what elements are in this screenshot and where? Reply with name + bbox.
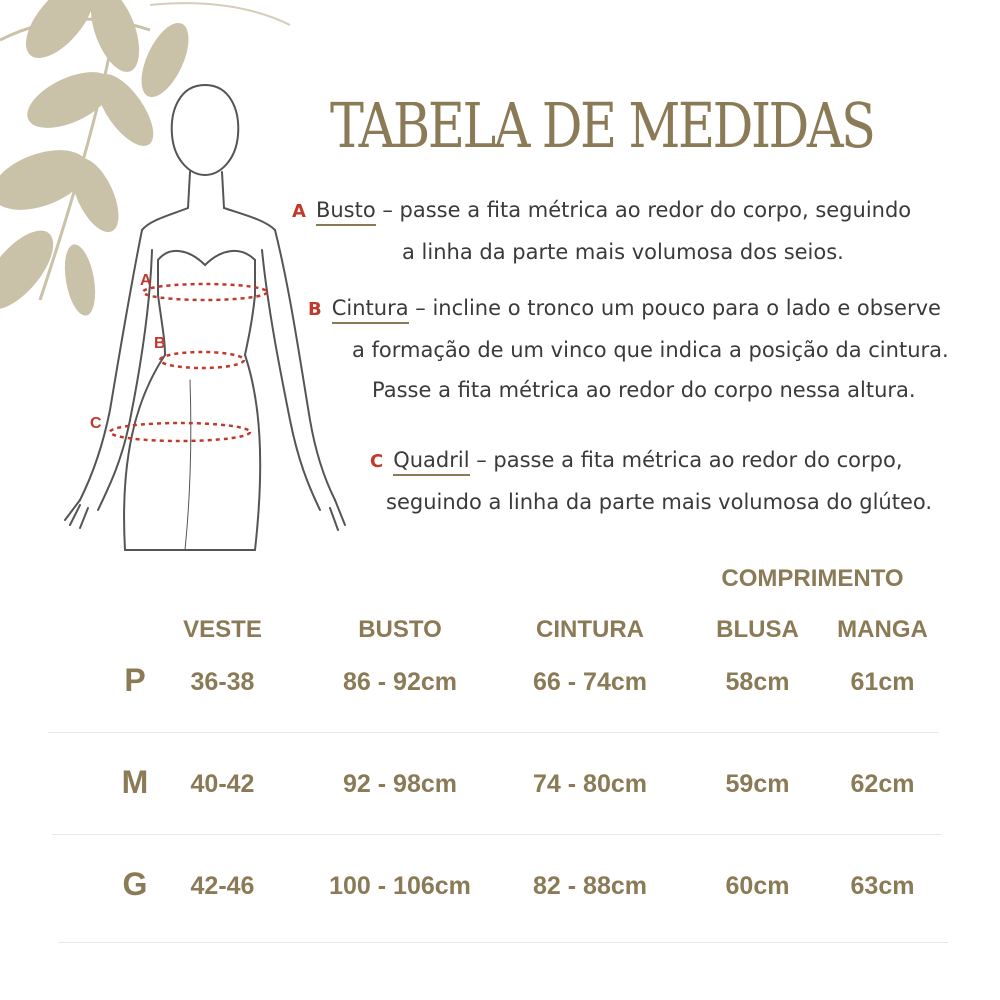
description-line [308, 288, 968, 330]
description-text: – passe a fita métrica ao redor do corpo, [469, 448, 903, 472]
column-header-veste: VESTE [183, 616, 262, 643]
table-cell: 59cm [725, 770, 790, 798]
description-line [370, 440, 970, 482]
table-cell: 40-42 [190, 770, 255, 798]
table-cell: 100 - 106cm [329, 872, 471, 900]
marker-c-label: C [90, 415, 102, 432]
size-label-m: M [121, 764, 149, 800]
description-text: – passe a fita métrica ao redor do corpo, seguindo [375, 198, 912, 222]
size-label-p: P [124, 662, 146, 698]
page-title: TABELA DE MEDIDAS [330, 89, 874, 162]
column-header-busto: BUSTO [358, 616, 442, 643]
row-divider [48, 732, 938, 733]
column-header-manga: MANGA [837, 616, 928, 643]
description-text: – incline o tronco um pouco para o lado e observe [408, 296, 941, 320]
size-table [0, 560, 1000, 980]
table-cell: 92 - 98cm [343, 770, 457, 798]
group-header-comprimento: COMPRIMENTO [721, 565, 904, 592]
description-cintura [308, 288, 968, 410]
marker-a-label: A [140, 272, 152, 289]
row-divider [58, 942, 948, 943]
description-line [292, 190, 942, 232]
table-cell: 82 - 88cm [533, 872, 647, 900]
description-line: a formação de um vinco que indica a posição da cintura. [352, 338, 949, 362]
table-cell: 86 - 92cm [343, 668, 457, 696]
description-line: Passe a fita métrica ao redor do corpo nessa altura. [372, 378, 916, 402]
description-line: a linha da parte mais volumosa dos seios. [402, 240, 844, 264]
marker-b-label: B [154, 335, 166, 352]
table-cell: 58cm [725, 668, 790, 696]
table-cell: 63cm [850, 872, 915, 900]
marker-letter: C [370, 451, 384, 472]
description-quadril [370, 440, 970, 522]
marker-letter: B [308, 299, 322, 320]
size-label-g: G [122, 866, 148, 902]
table-cell: 61cm [850, 668, 915, 696]
column-header-blusa: BLUSA [716, 616, 799, 643]
table-cell: 42-46 [190, 872, 255, 900]
column-header-cintura: CINTURA [536, 616, 644, 643]
table-cell: 74 - 80cm [533, 770, 647, 798]
description-line: seguindo a linha da parte mais volumosa do glúteo. [386, 490, 933, 514]
description-busto [292, 190, 942, 272]
table-cell: 62cm [850, 770, 915, 798]
marker-letter: A [292, 201, 306, 222]
row-divider [52, 834, 942, 835]
term-label: Busto [316, 198, 376, 226]
table-cell: 60cm [725, 872, 790, 900]
table-cell: 36-38 [190, 668, 255, 696]
term-label: Quadril [393, 448, 469, 476]
table-cell: 66 - 74cm [533, 668, 647, 696]
term-label: Cintura [332, 296, 409, 324]
